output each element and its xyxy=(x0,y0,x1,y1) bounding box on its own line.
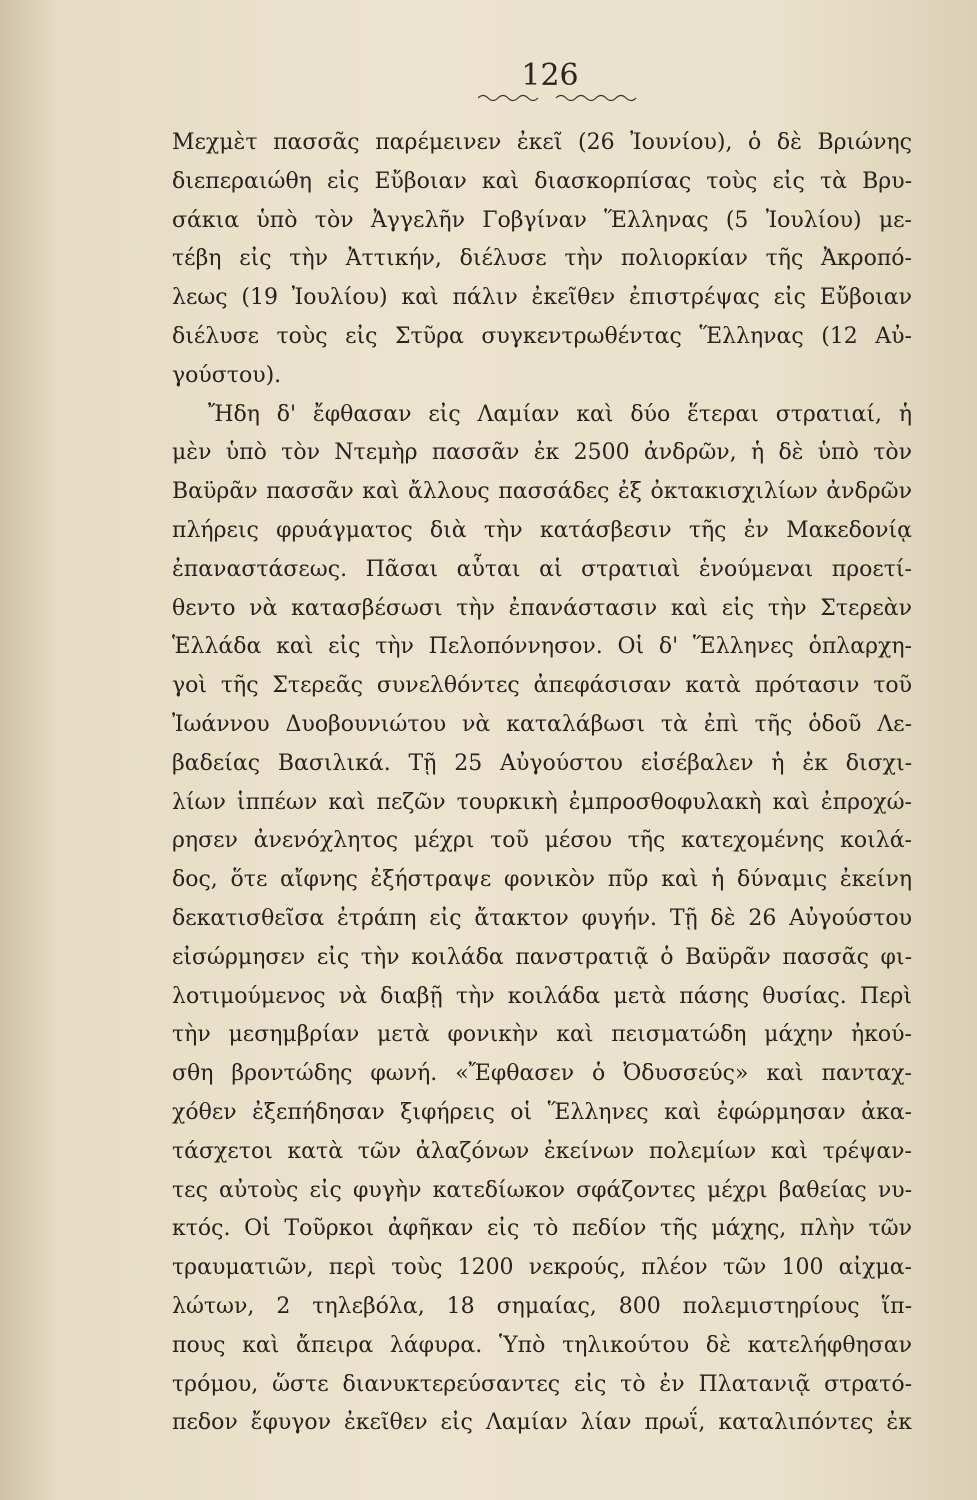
text-line: εἰσώρμησεν εἰς τὴν κοιλάδα πανστρατιᾷ ὁ Βαϋρᾶν πασσᾶς φι- xyxy=(172,944,912,970)
text-line: κτός. Οἱ Τοῦρκοι ἀφῆκαν εἰς τὸ πεδίον τῆς μάχης, πλὴν τῶν xyxy=(172,1216,912,1242)
text-line: Ἤδη δ' ἔφθασαν εἰς Λαμίαν καὶ δύο ἕτεραι στρατιαί, ἡ xyxy=(208,401,912,427)
text-line: Μεχμὲτ πασσᾶς παρέμεινεν ἐκεῖ (26 Ἰουνίου), ὁ δὲ Βριώνης xyxy=(172,130,912,155)
text-line: διέλυσε τοὺς εἰς Στῦρα συγκεντρωθέντας Ἕλληνας (12 Αὐ- xyxy=(172,323,912,349)
text-line: ρησεν ἀνενόχλητος μέχρι τοῦ μέσου τῆς κατεχομένης κοιλά- xyxy=(172,828,912,854)
text-line: Ἰωάννου Δυοβουνιώτου νὰ καταλάβωσι τὰ ἐπὶ τῆς ὁδοῦ Λε- xyxy=(172,711,912,737)
text-line: λεως (19 Ἰουλίου) καὶ πάλιν ἐκεῖθεν ἐπιστρέψας εἰς Εὔβοιαν xyxy=(172,285,912,311)
text-line: λοτιμούμενος νὰ διαβῇ τὴν κοιλάδα μετὰ πάσης θυσίας. Περὶ xyxy=(172,983,912,1009)
text-line: τέβη εἰς τὴν Ἀττικήν, διέλυσε τὴν πολιορκίαν τῆς Ἀκροπό- xyxy=(172,246,912,272)
text-line: βαδείας Βασιλικά. Τῇ 25 Αὐγούστου εἰσέβαλεν ἡ ἐκ δισχι- xyxy=(172,750,912,776)
text-line: τρόμου, ὥστε διανυκτερεύσαντες εἰς τὸ ἐν Πλατανιᾷ στρατό- xyxy=(172,1371,912,1397)
text-line: πους καὶ ἄπειρα λάφυρα. Ὑπὸ τηλικούτου δὲ κατελήφθησαν xyxy=(172,1332,912,1358)
text-line: σθη βροντώδης φωνή. «Ἔφθασεν ὁ Ὀδυσσεύς» καὶ πανταχ- xyxy=(172,1061,912,1087)
text-line: θεντο νὰ κατασβέσωσι τὴν ἐπανάστασιν καὶ εἰς τὴν Στερεὰν xyxy=(172,595,912,621)
page-number: 126 xyxy=(521,58,579,93)
wavy-ornament xyxy=(478,92,638,104)
text-line: γούστου). xyxy=(172,362,282,388)
text-line: χόθεν ἐξεπήδησαν ξιφήρεις οἱ Ἕλληνες καὶ ἐφώρμησαν ἀκα- xyxy=(172,1099,912,1125)
text-line: δος, ὅτε αἴφνης ἐξήστραψε φονικὸν πῦρ καὶ ἡ δύναμις ἐκείνη xyxy=(172,867,912,893)
text-line: διεπεραιώθη εἰς Εὔβοιαν καὶ διασκορπίσας τοὺς εἰς τὰ Βρυ- xyxy=(172,168,912,194)
body-text xyxy=(172,124,912,1443)
text-line: ἐπαναστάσεως. Πᾶσαι αὗται αἱ στρατιαὶ ἑνούμεναι προετί- xyxy=(172,556,912,582)
text-line: τάσχετοι κατὰ τῶν ἀλαζόνων ἐκείνων πολεμίων καὶ τρέψαν- xyxy=(172,1138,912,1164)
text-line: γοὶ τῆς Στερεᾶς συνελθόντες ἀπεφάσισαν κατὰ πρότασιν τοῦ xyxy=(172,673,912,699)
text-line: μὲν ὑπὸ τὸν Ντεμὴρ πασσᾶν ἐκ 2500 ἀνδρῶν, ἡ δὲ ὑπὸ τὸν xyxy=(172,440,912,466)
text-line: δεκατισθεῖσα ἐτράπη εἰς ἄτακτον φυγήν. Τῇ δὲ 26 Αὐγούστου xyxy=(172,905,912,931)
text-line: λώτων, 2 τηλεβόλα, 18 σημαίας, 800 πολεμιστηρίους ἵπ- xyxy=(172,1293,912,1319)
text-line: λίων ἱππέων καὶ πεζῶν τουρκικὴ ἐμπροσθοφυλακὴ καὶ ἐπροχώ- xyxy=(172,789,912,815)
text-line: Ἑλλάδα καὶ εἰς τὴν Πελοπόννησον. Οἱ δ' Ἕλληνες ὁπλαρχη- xyxy=(172,634,912,660)
text-line: πεδον ἔφυγον ἐκεῖθεν εἰς Λαμίαν λίαν πρωΐ, καταλιπόντες ἐκ xyxy=(172,1410,912,1436)
text-line: τὴν μεσημβρίαν μετὰ φονικὴν καὶ πεισματώδη μάχην ἠκού- xyxy=(172,1022,912,1048)
text-line: τες αὐτοὺς εἰς φυγὴν κατεδίωκον σφάζοντες μέχρι βαθείας νυ- xyxy=(172,1177,912,1203)
text-line: τραυματιῶν, περὶ τοὺς 1200 νεκρούς, πλέον τῶν 100 αἰχμα- xyxy=(172,1255,912,1281)
text-line: Βαϋρᾶν πασσᾶν καὶ ἄλλους πασσάδες ἐξ ὀκτακισχιλίων ἀνδρῶν xyxy=(172,479,912,505)
text-line: σάκια ὑπὸ τὸν Ἀγγελῆν Γοβγίναν Ἕλληνας (5 Ἰουλίου) με- xyxy=(172,207,912,233)
text-line: πλήρεις φρυάγματος διὰ τὴν κατάσβεσιν τῆς ἐν Μακεδονίᾳ xyxy=(172,517,912,543)
